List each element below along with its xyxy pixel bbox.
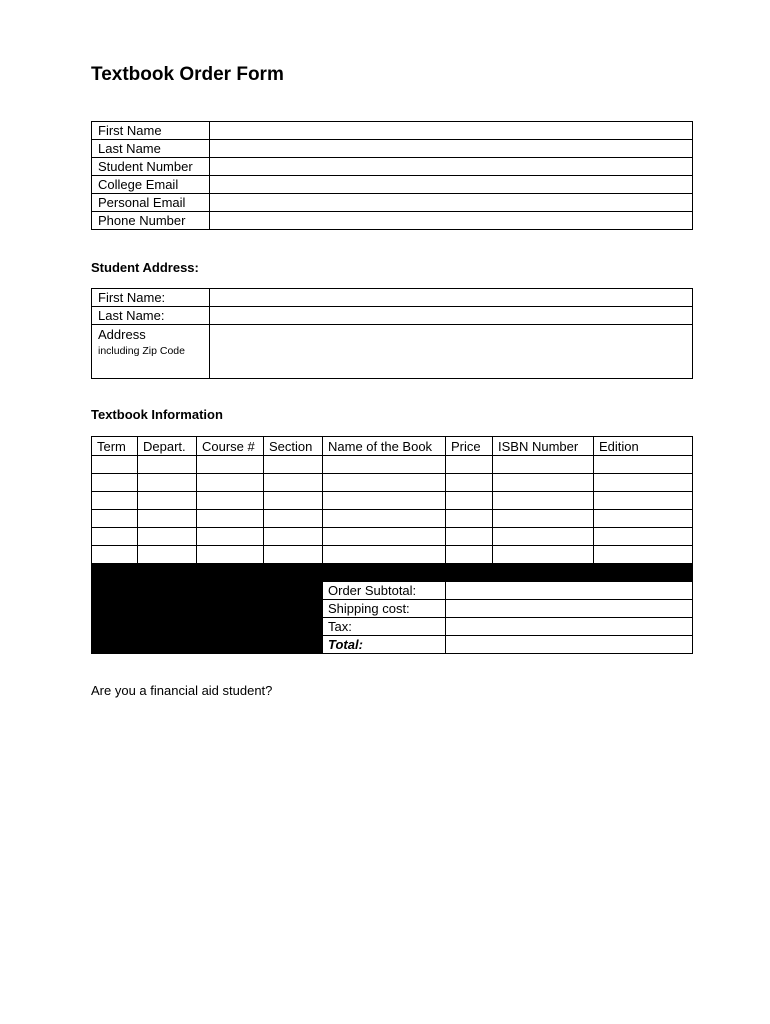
- summary-row: [92, 636, 693, 654]
- blacked-out-cell: [264, 564, 323, 582]
- blacked-out-cell: [92, 636, 138, 654]
- table-row: [92, 325, 693, 379]
- last-name-field[interactable]: [210, 140, 693, 158]
- order-subtotal-field[interactable]: [446, 582, 693, 600]
- college-email-field[interactable]: [210, 176, 693, 194]
- blacked-out-cell: [264, 618, 323, 636]
- personal-email-field[interactable]: [210, 194, 693, 212]
- column-header-term: Term: [92, 437, 138, 456]
- phone-number-label: Phone Number: [92, 212, 210, 230]
- table-row: [92, 140, 693, 158]
- blacked-out-cell: [323, 564, 446, 582]
- book-cell[interactable]: [594, 474, 693, 492]
- book-cell[interactable]: [323, 510, 446, 528]
- address-last-name-label: Last Name:: [92, 307, 210, 325]
- blacked-out-cell: [138, 636, 197, 654]
- tax-field[interactable]: [446, 618, 693, 636]
- address-field[interactable]: [210, 325, 693, 379]
- shipping-cost-field[interactable]: [446, 600, 693, 618]
- book-cell[interactable]: [264, 456, 323, 474]
- student-number-label: Student Number: [92, 158, 210, 176]
- column-header-edition: Edition: [594, 437, 693, 456]
- blacked-out-row: [92, 564, 693, 582]
- book-cell[interactable]: [493, 510, 594, 528]
- address-first-name-field[interactable]: [210, 289, 693, 307]
- book-cell[interactable]: [92, 510, 138, 528]
- student-info-table: [91, 121, 693, 230]
- book-cell[interactable]: [446, 528, 493, 546]
- book-cell[interactable]: [493, 456, 594, 474]
- table-row: [92, 546, 693, 564]
- book-cell[interactable]: [446, 456, 493, 474]
- book-cell[interactable]: [197, 546, 264, 564]
- book-cell[interactable]: [594, 546, 693, 564]
- blacked-out-cell: [197, 636, 264, 654]
- blacked-out-cell: [264, 600, 323, 618]
- column-header-book-name: Name of the Book: [323, 437, 446, 456]
- shipping-cost-label: Shipping cost:: [323, 600, 446, 618]
- book-cell[interactable]: [594, 528, 693, 546]
- book-cell[interactable]: [92, 546, 138, 564]
- summary-row: [92, 618, 693, 636]
- student-address-heading: Student Address:: [91, 260, 199, 275]
- book-cell[interactable]: [197, 456, 264, 474]
- address-first-name-label: First Name:: [92, 289, 210, 307]
- book-cell[interactable]: [594, 456, 693, 474]
- last-name-label: Last Name: [92, 140, 210, 158]
- first-name-label: First Name: [92, 122, 210, 140]
- book-cell[interactable]: [138, 474, 197, 492]
- column-header-course: Course #: [197, 437, 264, 456]
- book-cell[interactable]: [138, 510, 197, 528]
- tax-label: Tax:: [323, 618, 446, 636]
- book-cell[interactable]: [197, 492, 264, 510]
- blacked-out-cell: [493, 564, 594, 582]
- student-number-field[interactable]: [210, 158, 693, 176]
- address-last-name-field[interactable]: [210, 307, 693, 325]
- book-cell[interactable]: [493, 474, 594, 492]
- table-row: [92, 307, 693, 325]
- column-header-department: Depart.: [138, 437, 197, 456]
- book-cell[interactable]: [594, 510, 693, 528]
- book-cell[interactable]: [446, 492, 493, 510]
- table-row: [92, 176, 693, 194]
- blacked-out-cell: [446, 564, 493, 582]
- blacked-out-cell: [92, 564, 138, 582]
- book-cell[interactable]: [323, 528, 446, 546]
- column-header-price: Price: [446, 437, 493, 456]
- order-subtotal-label: Order Subtotal:: [323, 582, 446, 600]
- blacked-out-cell: [92, 618, 138, 636]
- blacked-out-cell: [92, 600, 138, 618]
- blacked-out-cell: [138, 618, 197, 636]
- book-cell[interactable]: [92, 528, 138, 546]
- table-row: [92, 528, 693, 546]
- blacked-out-cell: [138, 600, 197, 618]
- form-title: Textbook Order Form: [91, 64, 284, 85]
- blacked-out-cell: [138, 564, 197, 582]
- book-cell[interactable]: [594, 492, 693, 510]
- book-cell[interactable]: [264, 510, 323, 528]
- book-cell[interactable]: [446, 510, 493, 528]
- book-cell[interactable]: [197, 474, 264, 492]
- table-row: [92, 158, 693, 176]
- table-row: [92, 456, 693, 474]
- book-cell[interactable]: [264, 528, 323, 546]
- book-cell[interactable]: [323, 474, 446, 492]
- blacked-out-cell: [594, 564, 693, 582]
- book-cell[interactable]: [264, 546, 323, 564]
- first-name-field[interactable]: [210, 122, 693, 140]
- table-header-row: [92, 437, 693, 456]
- book-cell[interactable]: [323, 492, 446, 510]
- table-row: [92, 492, 693, 510]
- address-label-cell: [92, 325, 210, 379]
- book-cell[interactable]: [92, 492, 138, 510]
- table-row: [92, 122, 693, 140]
- blacked-out-cell: [197, 600, 264, 618]
- textbook-table: [91, 436, 693, 654]
- book-cell[interactable]: [138, 546, 197, 564]
- column-header-isbn: ISBN Number: [493, 437, 594, 456]
- book-cell[interactable]: [197, 528, 264, 546]
- blacked-out-cell: [138, 582, 197, 600]
- blacked-out-cell: [197, 564, 264, 582]
- blacked-out-cell: [264, 582, 323, 600]
- book-cell[interactable]: [493, 546, 594, 564]
- blacked-out-cell: [264, 636, 323, 654]
- table-row: [92, 212, 693, 230]
- total-label: Total:: [323, 636, 446, 654]
- blacked-out-cell: [197, 582, 264, 600]
- book-cell[interactable]: [446, 546, 493, 564]
- blacked-out-cell: [92, 582, 138, 600]
- book-cell[interactable]: [493, 492, 594, 510]
- address-note: including Zip Code: [98, 345, 185, 357]
- summary-row: [92, 600, 693, 618]
- book-cell[interactable]: [138, 528, 197, 546]
- book-cell[interactable]: [323, 546, 446, 564]
- book-cell[interactable]: [264, 492, 323, 510]
- financial-aid-question: Are you a financial aid student?: [91, 683, 273, 698]
- book-cell[interactable]: [493, 528, 594, 546]
- table-row: [92, 474, 693, 492]
- book-cell[interactable]: [197, 510, 264, 528]
- book-cell[interactable]: [138, 456, 197, 474]
- table-row: [92, 510, 693, 528]
- book-cell[interactable]: [264, 474, 323, 492]
- college-email-label: College Email: [92, 176, 210, 194]
- phone-number-field[interactable]: [210, 212, 693, 230]
- blacked-out-cell: [197, 618, 264, 636]
- student-address-table: [91, 288, 693, 379]
- book-cell[interactable]: [446, 474, 493, 492]
- personal-email-label: Personal Email: [92, 194, 210, 212]
- total-field[interactable]: [446, 636, 693, 654]
- book-cell[interactable]: [92, 474, 138, 492]
- column-header-section: Section: [264, 437, 323, 456]
- book-cell[interactable]: [323, 456, 446, 474]
- table-row: [92, 194, 693, 212]
- textbook-info-heading: Textbook Information: [91, 407, 223, 422]
- book-cell[interactable]: [138, 492, 197, 510]
- book-cell[interactable]: [92, 456, 138, 474]
- address-label: Address: [98, 327, 146, 342]
- summary-row: [92, 582, 693, 600]
- table-row: [92, 289, 693, 307]
